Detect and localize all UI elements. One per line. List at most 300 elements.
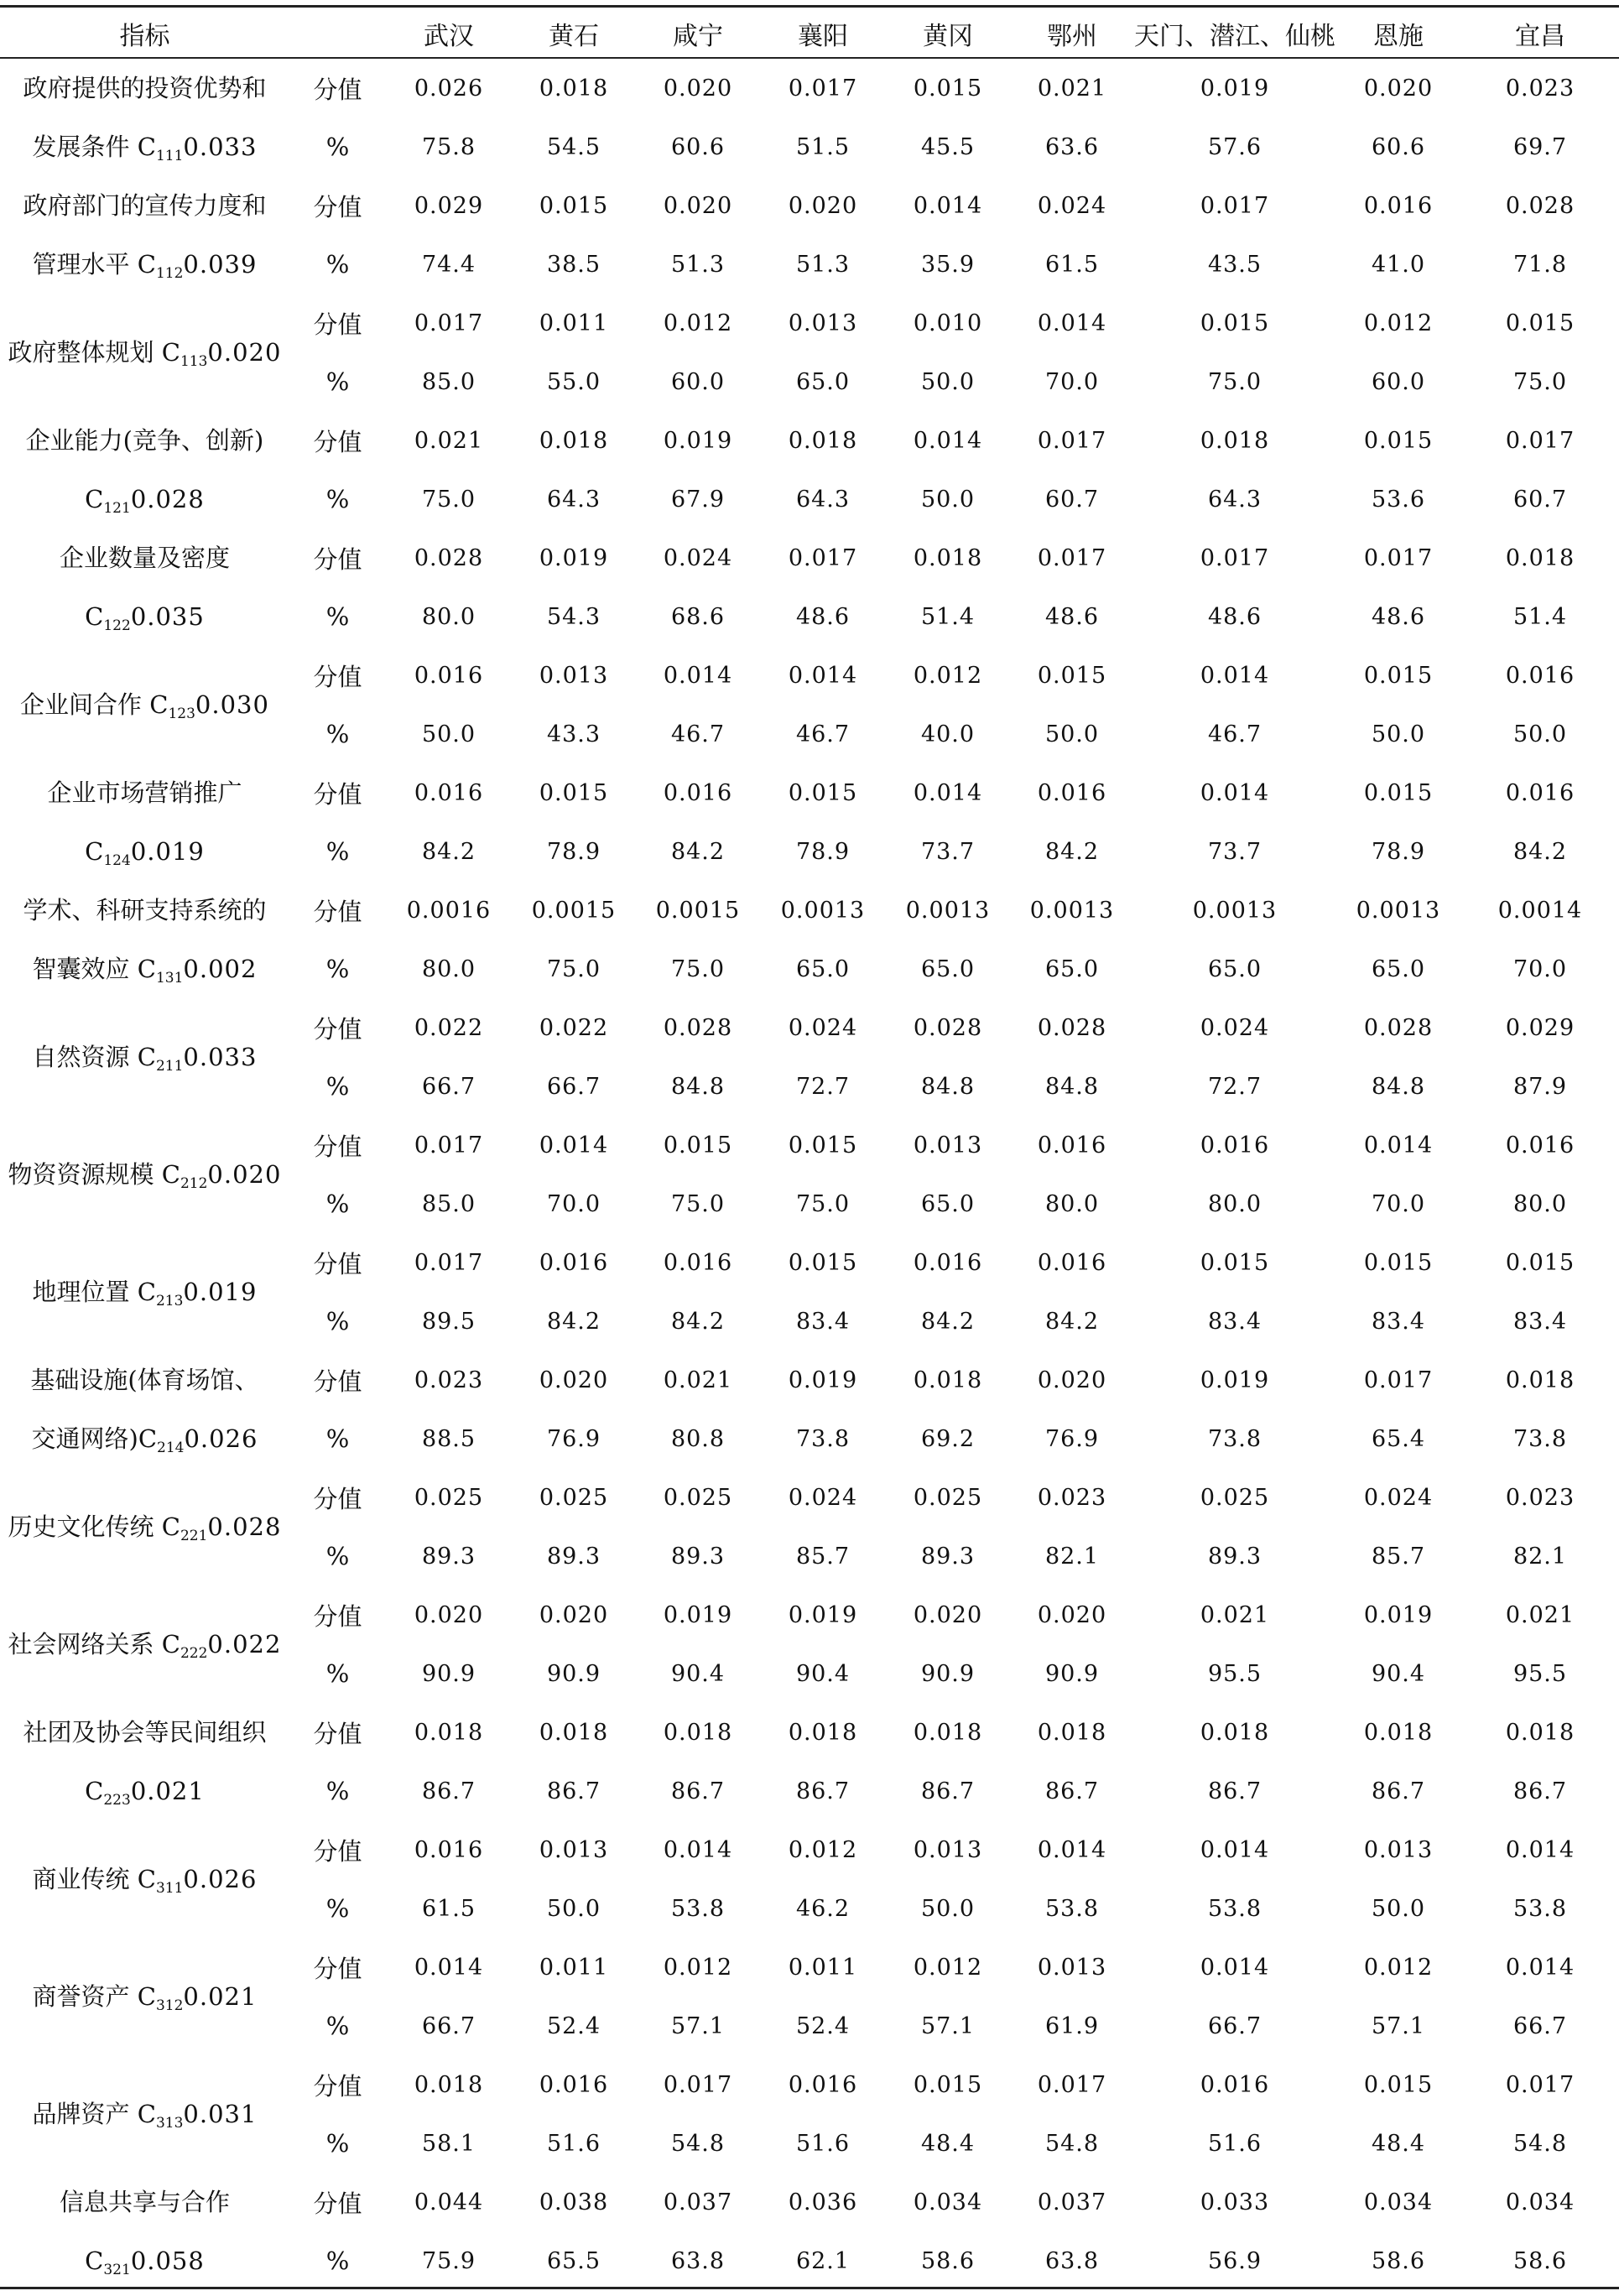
score-cell: 0.026 [414,75,484,102]
percent-cell: 63.8 [670,2247,726,2274]
indicator-weight: 0.035 [130,602,205,631]
score-cell: 0.024 [788,1014,858,1041]
percent-cell: 64.3 [795,486,851,513]
indicator-weight: 0.031 [183,2100,258,2128]
table-row [0,2055,1619,2114]
score-cell: 0.020 [414,1601,484,1628]
score-cell: 0.014 [1200,1836,1270,1863]
percent-cell: 84.2 [670,838,726,865]
score-label: 分值 [313,310,362,339]
score-cell: 0.016 [663,779,733,806]
score-label: 分值 [313,1954,362,1983]
percent-cell: 65.0 [795,368,851,395]
percent-cell: 51.6 [795,2130,851,2157]
score-cell: 0.017 [788,75,858,102]
percent-cell: 80.0 [421,603,476,630]
percent-cell: 38.5 [546,251,601,278]
percent-cell: 65.0 [795,955,851,982]
indicator-code: 221 [180,1528,208,1544]
column-header-city: 恩施 [1373,21,1424,51]
column-header-city: 武汉 [424,21,474,51]
percent-cell: 73.7 [920,838,976,865]
indicator-weight: 0.021 [183,1982,258,2011]
score-cell: 0.018 [663,1719,733,1746]
score-cell: 0.013 [539,1836,609,1863]
score-cell: 0.016 [414,1836,484,1863]
column-header-city: 襄阳 [798,21,848,51]
percent-cell: 66.7 [1512,2012,1568,2039]
indicator-weight: 0.019 [130,837,205,866]
score-cell: 0.036 [788,2189,858,2215]
score-cell: 0.0015 [655,897,741,924]
score-cell: 0.016 [1200,1132,1270,1158]
percent-cell: 54.8 [670,2130,726,2157]
indicator-name-line: $C_{121}0.028$ [85,485,205,517]
indicator-code: 112 [155,265,184,282]
percent-cell: 53.8 [1207,1895,1262,1922]
percent-label: % [325,485,350,513]
percent-cell: 50.0 [1512,721,1568,747]
percent-cell: 63.6 [1044,133,1100,160]
percent-cell: 58.6 [1371,2247,1426,2274]
score-cell: 0.014 [913,192,983,219]
score-cell: 0.018 [1505,1719,1575,1746]
indicator-name-line: 发展条件 $C_{111}0.033$ [32,133,258,164]
percent-cell: 75.0 [795,1190,851,1217]
score-label: 分值 [313,1367,362,1396]
percent-cell: 50.0 [920,368,976,395]
percent-cell: 50.0 [920,1895,976,1922]
score-label: 分值 [313,75,362,104]
percent-cell: 50.0 [1044,721,1100,747]
score-cell: 0.0013 [1192,897,1278,924]
score-cell: 0.014 [913,427,983,454]
percent-cell: 86.7 [670,1778,726,1804]
score-cell: 0.033 [1200,2189,1270,2215]
score-cell: 0.016 [539,1249,609,1276]
score-cell: 0.014 [539,1132,609,1158]
percent-cell: 50.0 [1371,721,1426,747]
column-header-city: 黄石 [549,21,599,51]
table-row [0,1116,1619,1174]
percent-cell: 65.0 [1044,955,1100,982]
percent-cell: 80.8 [670,1425,726,1452]
score-label: 分值 [313,2071,362,2101]
percent-cell: 84.2 [670,1308,726,1335]
percent-cell: 75.0 [670,955,726,982]
score-cell: 0.016 [1200,2071,1270,2098]
score-cell: 0.016 [1363,192,1434,219]
score-cell: 0.023 [414,1367,484,1393]
indicator-name-line: 历史文化传统 $C_{221}0.028$ [8,1512,282,1544]
percent-cell: 86.7 [421,1778,476,1804]
percent-cell: 60.7 [1512,486,1568,513]
score-label: 分值 [313,544,362,574]
score-cell: 0.017 [663,2071,733,2098]
score-cell: 0.015 [1037,662,1107,689]
indicator-name-line: 基础设施(体育场馆、 [30,1366,259,1394]
score-cell: 0.014 [1037,310,1107,336]
indicator-weight: 0.021 [130,1777,205,1805]
score-cell: 0.013 [913,1836,983,1863]
percent-cell: 61.5 [1044,251,1100,278]
column-header-city: 黄冈 [923,21,973,51]
score-label: 分值 [313,2189,362,2218]
percent-cell: 80.0 [1207,1190,1262,1217]
indicator-name [0,646,289,763]
score-cell: 0.018 [1200,427,1270,454]
percent-cell: 90.9 [421,1660,476,1687]
score-cell: 0.012 [1363,1954,1434,1981]
percent-cell: 60.0 [670,368,726,395]
percent-label: % [325,1659,350,1688]
indicator-name [0,1468,289,1585]
score-cell: 0.034 [1363,2189,1434,2215]
indicator-code: 223 [103,1792,131,1809]
score-cell: 0.017 [414,310,484,336]
table-row [0,1820,1619,1879]
percent-cell: 70.0 [1044,368,1100,395]
indicator-code: 214 [157,1440,185,1456]
score-cell: 0.015 [788,1132,858,1158]
score-cell: 0.019 [788,1601,858,1628]
score-cell: 0.014 [1505,1836,1575,1863]
percent-label: % [325,602,350,631]
percent-cell: 75.0 [1207,368,1262,395]
score-cell: 0.016 [1037,1249,1107,1276]
score-cell: 0.025 [663,1484,733,1511]
indicator-code: 121 [103,500,131,517]
score-cell: 0.013 [1363,1836,1434,1863]
score-cell: 0.013 [1037,1954,1107,1981]
percent-cell: 75.0 [421,486,476,513]
indicator-name-line: 商誉资产 $C_{312}0.021$ [32,1982,258,2014]
table-row [0,2173,1619,2231]
indicator-name-line: 商业传统 $C_{311}0.026$ [32,1865,258,1897]
score-cell: 0.018 [913,1367,983,1393]
percent-cell: 84.8 [1371,1073,1426,1100]
indicator-weight: 0.033 [183,1043,258,1071]
percent-cell: 80.0 [1512,1190,1568,1217]
score-label: 分值 [313,1484,362,1513]
percent-cell: 58.6 [1512,2247,1568,2274]
score-cell: 0.038 [539,2189,609,2215]
percent-cell: 48.4 [920,2130,976,2157]
score-cell: 0.012 [788,1836,858,1863]
table-row [0,59,1619,117]
indicator-name-line: 政府提供的投资优势和 [23,74,267,102]
score-cell: 0.028 [1363,1014,1434,1041]
percent-cell: 78.9 [1371,838,1426,865]
score-cell: 0.017 [1037,427,1107,454]
indicator-code: 111 [155,148,184,164]
percent-cell: 61.9 [1044,2012,1100,2039]
percent-cell: 88.5 [421,1425,476,1452]
indicator-table [0,8,1619,2290]
percent-cell: 86.7 [1207,1778,1262,1804]
table-row [0,763,1619,822]
percent-cell: 46.7 [670,721,726,747]
percent-cell: 46.7 [1207,721,1262,747]
score-cell: 0.022 [539,1014,609,1041]
percent-cell: 84.8 [920,1073,976,1100]
score-cell: 0.028 [663,1014,733,1041]
score-cell: 0.018 [1200,1719,1270,1746]
column-header-city: 鄂州 [1047,21,1097,51]
percent-cell: 80.0 [1044,1190,1100,1217]
score-cell: 0.015 [539,779,609,806]
indicator-code: 212 [180,1175,208,1192]
percent-cell: 83.4 [1371,1308,1426,1335]
percent-cell: 65.0 [920,1190,976,1217]
score-cell: 0.015 [1363,662,1434,689]
percent-cell: 75.9 [421,2247,476,2274]
indicator-code: 122 [103,617,131,634]
score-cell: 0.018 [913,544,983,571]
score-cell: 0.014 [663,1836,733,1863]
indicator-name-line: 智囊效应 $C_{131}0.002$ [32,955,258,987]
score-cell: 0.018 [1505,544,1575,571]
score-cell: 0.020 [1037,1601,1107,1628]
indicator-weight: 0.026 [183,1865,258,1893]
percent-cell: 85.7 [795,1543,851,1570]
score-cell: 0.014 [1200,1954,1270,1981]
percent-cell: 86.7 [1371,1778,1426,1804]
score-cell: 0.015 [1505,310,1575,336]
score-cell: 0.017 [1037,544,1107,571]
percent-label: % [325,1777,350,1805]
table-row [0,1468,1619,1527]
percent-cell: 76.9 [546,1425,601,1452]
percent-label: % [325,133,350,161]
score-cell: 0.019 [663,427,733,454]
percent-cell: 66.7 [421,1073,476,1100]
indicator-name-line: 信息共享与合作 [59,2188,230,2216]
percent-cell: 82.1 [1044,1543,1100,1570]
indicator-name [0,1820,289,1938]
score-cell: 0.018 [539,75,609,102]
score-cell: 0.013 [539,662,609,689]
percent-cell: 60.6 [670,133,726,160]
indicator-name [0,59,289,176]
percent-cell: 61.5 [421,1895,476,1922]
score-label: 分值 [313,779,362,809]
percent-cell: 52.4 [795,2012,851,2039]
score-cell: 0.013 [788,310,858,336]
indicator-name-line: 物资资源规模 $C_{212}0.020$ [8,1160,282,1192]
percent-label: % [325,1190,350,1218]
table-row [0,881,1619,940]
table-body [0,59,1619,2290]
score-cell: 0.019 [1200,1367,1270,1393]
score-cell: 0.0013 [1029,897,1115,924]
percent-cell: 56.9 [1207,2247,1262,2274]
percent-cell: 51.6 [1207,2130,1262,2157]
indicator-name [0,881,289,998]
score-cell: 0.017 [1200,192,1270,219]
percent-label: % [325,1542,350,1570]
percent-cell: 65.0 [1207,955,1262,982]
score-cell: 0.0013 [905,897,991,924]
percent-cell: 89.5 [421,1308,476,1335]
percent-cell: 52.4 [546,2012,601,2039]
percent-cell: 41.0 [1371,251,1426,278]
percent-cell: 51.4 [920,603,976,630]
percent-cell: 63.8 [1044,2247,1100,2274]
indicator-name-line: 企业能力(竞争、创新) [25,426,264,455]
percent-cell: 69.7 [1512,133,1568,160]
score-cell: 0.020 [663,192,733,219]
indicator-name-line: 政府部门的宣传力度和 [23,191,267,220]
percent-cell: 84.2 [1044,1308,1100,1335]
percent-label: % [325,250,350,279]
percent-cell: 51.4 [1512,603,1568,630]
table-row [0,1703,1619,1762]
percent-cell: 65.5 [546,2247,601,2274]
percent-cell: 57.1 [1371,2012,1426,2039]
score-cell: 0.034 [1505,2189,1575,2215]
percent-cell: 78.9 [546,838,601,865]
score-cell: 0.037 [1037,2189,1107,2215]
score-cell: 0.014 [1200,662,1270,689]
percent-cell: 84.2 [1044,838,1100,865]
percent-label: % [325,2012,350,2040]
indicator-name [0,1938,289,2055]
percent-cell: 90.9 [920,1660,976,1687]
percent-cell: 58.1 [421,2130,476,2157]
percent-cell: 65.0 [1371,955,1426,982]
percent-cell: 50.0 [920,486,976,513]
percent-label: % [325,955,350,983]
score-cell: 0.021 [1200,1601,1270,1628]
percent-cell: 55.0 [546,368,601,395]
score-cell: 0.019 [539,544,609,571]
indicator-name [0,294,289,411]
table-row [0,528,1619,587]
score-cell: 0.019 [1363,1601,1434,1628]
score-label: 分值 [313,192,362,221]
indicator-weight: 0.039 [183,250,258,279]
percent-cell: 64.3 [546,486,601,513]
score-cell: 0.024 [788,1484,858,1511]
percent-cell: 84.2 [421,838,476,865]
indicator-name [0,1703,289,1820]
score-cell: 0.014 [1363,1132,1434,1158]
percent-cell: 74.4 [421,251,476,278]
score-cell: 0.025 [1200,1484,1270,1511]
score-cell: 0.024 [1037,192,1107,219]
score-cell: 0.017 [414,1249,484,1276]
indicator-name-line: 管理水平 $C_{112}0.039$ [32,250,258,282]
percent-cell: 66.7 [421,2012,476,2039]
percent-cell: 40.0 [920,721,976,747]
column-header-city: 咸宁 [673,21,723,51]
indicator-weight: 0.030 [195,690,269,719]
percent-cell: 84.2 [1512,838,1568,865]
percent-label: % [325,837,350,866]
score-label: 分值 [313,1836,362,1866]
percent-cell: 89.3 [920,1543,976,1570]
indicator-weight: 0.033 [183,133,258,161]
score-cell: 0.018 [539,1719,609,1746]
score-cell: 0.0014 [1497,897,1583,924]
score-cell: 0.015 [1200,1249,1270,1276]
score-cell: 0.014 [788,662,858,689]
score-cell: 0.012 [663,310,733,336]
percent-cell: 87.9 [1512,1073,1568,1100]
percent-cell: 50.0 [1371,1895,1426,1922]
indicator-name-line: $C_{321}0.058$ [85,2247,205,2278]
score-cell: 0.018 [788,427,858,454]
percent-cell: 60.7 [1044,486,1100,513]
percent-label: % [325,367,350,396]
indicator-code: 113 [180,353,208,370]
percent-cell: 89.3 [1207,1543,1262,1570]
percent-cell: 86.7 [920,1778,976,1804]
table-row [0,1351,1619,1409]
indicator-name-line: 政府整体规划 $C_{113}0.020$ [8,338,282,370]
percent-cell: 80.0 [421,955,476,982]
percent-cell: 70.0 [546,1190,601,1217]
percent-cell: 86.7 [546,1778,601,1804]
score-cell: 0.020 [663,75,733,102]
indicator-name-line: 交通网络)$C_{214}0.026$ [31,1424,258,1456]
indicator-weight: 0.022 [207,1630,282,1658]
percent-cell: 53.8 [670,1895,726,1922]
indicator-code: 313 [155,2115,184,2132]
percent-label: % [325,1424,350,1453]
percent-cell: 64.3 [1207,486,1262,513]
score-cell: 0.016 [1505,779,1575,806]
score-cell: 0.019 [663,1601,733,1628]
percent-cell: 84.2 [920,1308,976,1335]
score-cell: 0.017 [1363,544,1434,571]
score-cell: 0.0013 [780,897,866,924]
percent-cell: 45.5 [920,133,976,160]
percent-cell: 90.4 [1371,1660,1426,1687]
percent-cell: 84.8 [1044,1073,1100,1100]
score-cell: 0.023 [1037,1484,1107,1511]
score-cell: 0.021 [1037,75,1107,102]
score-cell: 0.015 [913,2071,983,2098]
score-cell: 0.028 [1505,192,1575,219]
indicator-code: 222 [180,1645,208,1662]
score-cell: 0.016 [1037,779,1107,806]
score-cell: 0.020 [539,1601,609,1628]
percent-cell: 50.0 [546,1895,601,1922]
indicator-name-line: $C_{223}0.021$ [85,1777,205,1809]
score-cell: 0.018 [414,2071,484,2098]
percent-cell: 51.3 [670,251,726,278]
percent-cell: 72.7 [795,1073,851,1100]
table-row [0,1585,1619,1644]
indicator-name [0,1116,289,1233]
indicator-name [0,176,289,294]
percent-cell: 95.5 [1512,1660,1568,1687]
score-cell: 0.020 [788,192,858,219]
percent-cell: 54.8 [1512,2130,1568,2157]
percent-cell: 48.4 [1371,2130,1426,2157]
percent-cell: 75.0 [1512,368,1568,395]
percent-cell: 83.4 [1207,1308,1262,1335]
indicator-weight: 0.058 [130,2247,205,2275]
score-cell: 0.015 [788,1249,858,1276]
percent-cell: 66.7 [546,1073,601,1100]
score-cell: 0.025 [414,1484,484,1511]
indicator-code: 312 [155,1997,184,2014]
percent-cell: 70.0 [1512,955,1568,982]
indicator-name-line: 企业数量及密度 [59,544,230,572]
